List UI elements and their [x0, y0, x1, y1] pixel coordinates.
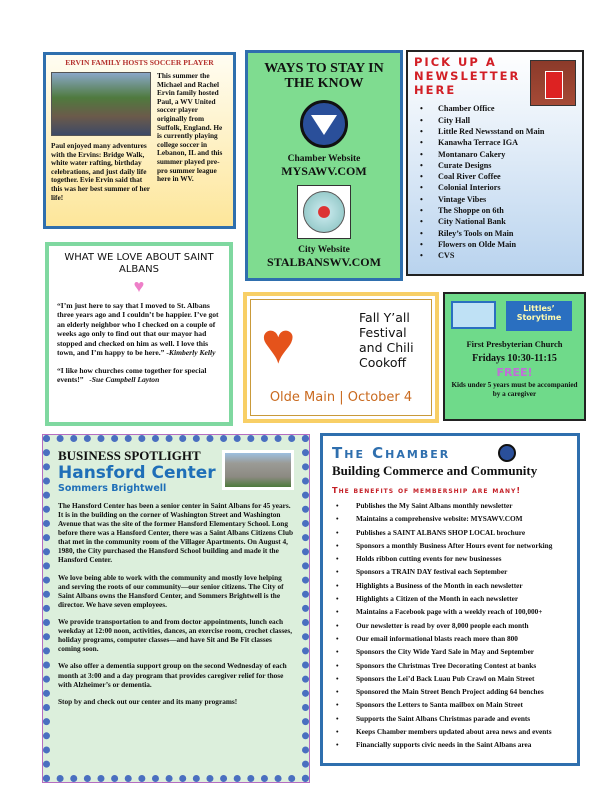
spotlight-paragraph: We love being able to work with the community and mostly love helping and serving the roots of our community—our senior citizens. The City of Saint Albans owns the Hansford Center, and Sommers Brightwell is the director. We have seven employees.	[58, 572, 284, 609]
pickup-location: • Coal River Coffee	[414, 171, 576, 182]
family-photo	[51, 72, 151, 136]
city-url-link[interactable]: STALBANSWV.COM	[267, 254, 381, 269]
benefit-item: • Sponsors the City Wide Yard Sale in May and September	[332, 645, 568, 658]
spotlight-kicker: BUSINESS SPOTLIGHT	[58, 448, 201, 463]
ervin-left-text: Paul enjoyed many adventures with the Ervins: Bridge Walk, white water rafting, birthday celebrations, and just daily life together. Evie Ervin said that this was her best summer of her life!	[51, 140, 150, 202]
fall-festival-box	[243, 292, 439, 423]
pickup-location: • Colonial Interiors	[414, 182, 576, 193]
benefit-item: • Sponsors a TRAIN DAY festival each September	[332, 565, 568, 578]
pickup-location: • City National Bank	[414, 216, 576, 227]
storytime-free: FREE!	[496, 366, 533, 379]
storytime-church: First Presbyterian Church	[466, 339, 563, 349]
pickup-location: • Kanawha Terrace IGA	[414, 137, 576, 148]
love-title: WHAT WE LOVE ABOUT SAINT ALBANS	[64, 252, 214, 275]
pickup-location: • Riley’s Tools on Main	[414, 228, 576, 239]
pickup-location: • Little Red Newsstand on Main	[414, 126, 576, 137]
festival-date: Olde Main | October 4	[269, 390, 413, 405]
spotlight-paragraph: We also offer a dementia support group on the second Wednesday of each month at 3:00 and a day program that provides caregiver relief for those with Alzheimer’s or dementia.	[58, 661, 287, 689]
festival-title: Fall Y’all Festival and Chili Cookoff	[359, 310, 414, 370]
pickup-location: • Vintage Vibes	[414, 194, 576, 205]
ways-title: WAYS TO STAY IN THE KNOW	[264, 61, 384, 92]
pickup-location: • The Shoppe on 6th	[414, 205, 576, 216]
benefits-heading: The benefits of membership are many!	[332, 485, 522, 495]
chamber-subtitle: Building Commerce and Community	[332, 463, 538, 478]
storytime-banner: Littles’ Storytime	[506, 301, 572, 331]
storytime-box	[443, 292, 586, 421]
hansford-photo	[222, 450, 294, 490]
chamber-title: The Chamber	[332, 444, 451, 462]
pickup-location: • Chamber Office	[414, 103, 576, 114]
storytime-note: Kids under 5 years must be accompanied by a caregiver	[451, 381, 578, 398]
pickup-location: • Flowers on Olde Main	[414, 239, 576, 250]
pickup-title: PICK UP A NEWSLETTER HERE	[414, 55, 521, 97]
ervin-title: ERVIN FAMILY HOSTS SOCCER PLAYER	[65, 58, 214, 67]
benefit-item: • Maintains a Facebook page with a weekly reach of 100,000+	[332, 605, 568, 618]
heart-icon: ♥	[133, 276, 145, 296]
spotlight-paragraph: Stop by and check out our center and its many programs!	[58, 696, 238, 706]
pickup-location: • City Hall	[414, 115, 576, 126]
chamber-label: Chamber Website	[287, 153, 361, 164]
pickup-list	[414, 103, 576, 261]
benefit-item: • Keeps Chamber members updated about area news and events	[332, 725, 568, 738]
ervin-right-text: This summer the Michael and Rachel Ervin family hosted Paul, a WV United soccer player originally from Suffolk, England. He is currently playing college soccer in Lebanon, IL and this summer played pre-pro summer league here in WV.	[157, 70, 223, 184]
ways-to-stay-box	[245, 50, 403, 281]
chamber-url-link[interactable]: MYSAWV.COM	[281, 163, 367, 178]
love-box	[45, 242, 233, 426]
spotlight-paragraph: We provide transportation to and from doctor appointments, lunch each weekday at 12:00 noon, activities, dances, an exercise room, crochet classes, holiday programs, computer classes—and have Sit and Be Fit classes coming soon.	[58, 617, 293, 654]
business-person: Sommers Brightwell	[58, 482, 167, 494]
city-label: City Website	[298, 244, 350, 255]
benefit-item: • Publishes a SAINT ALBANS SHOP LOCAL brochure	[332, 526, 568, 539]
benefit-item: • Maintains a comprehensive website: MYSAWV.COM	[332, 512, 568, 525]
pickup-box	[406, 50, 584, 276]
business-name: Hansford Center	[58, 463, 216, 484]
quote-1-author: -Kimberly Kelly	[166, 348, 216, 358]
benefit-item: • Publishes the My Saint Albans monthly newsletter	[332, 499, 568, 512]
benefit-item: • Our email informational blasts reach more than 800	[332, 632, 568, 645]
quote-2: “I like how churches come together for special events!”	[57, 365, 207, 385]
benefit-item: • Financially supports civic needs in the Saint Albans area	[332, 738, 568, 751]
storytime-time: Fridays 10:30-11:15	[472, 353, 557, 364]
benefit-item: • Sponsored the Main Street Bench Project adding 64 benches	[332, 685, 568, 698]
benefit-item: • Our newsletter is read by over 8,000 people each month	[332, 619, 568, 632]
benefit-item: • Sponsors the Lei’d Back Luau Pub Crawl on Main Street	[332, 672, 568, 685]
benefit-item: • Highlights a Citizen of the Month in each newsletter	[332, 592, 568, 605]
pickup-location: • Montanaro Cakery	[414, 149, 576, 160]
spotlight-paragraph: The Hansford Center has been a senior center in Saint Albans for 45 years. It is in the building on the corner of Washington Street and Washington Avenue that was the site of the former Hansford Elementary School. Long before there was a Hansford Center, there was a Saint Albans Citizens Club that met in the community room of the Villager Apartments. On August 4, 1980, the City purchased the Hansford School building and made it the Hansford Center.	[58, 500, 294, 565]
quote-2-author: -Sue Campbell Layton	[89, 375, 160, 385]
benefits-list	[332, 499, 568, 752]
benefit-item: • Supports the Saint Albans Christmas parade and events	[332, 712, 568, 725]
benefit-item: • Sponsors the Christmas Tree Decorating Contest at banks	[332, 659, 568, 672]
quote-1: “I’m just here to say that I moved to St. Albans three years ago and I couldn’t be happier. I’ve got an elderly neighbor who I checked on a couple of weeks ago only to find out that our mayor had stopped and checked on him as well. I love this town, and I’m happy to be here.”	[57, 301, 219, 358]
benefit-item: • Holds ribbon cutting events for new businesses	[332, 552, 568, 565]
leaf-heart-icon: ♥	[261, 311, 296, 376]
business-spotlight	[43, 435, 309, 782]
city-seal-icon	[297, 185, 351, 239]
benefit-item: • Sponsors the Letters to Santa mailbox on Main Street	[332, 698, 568, 711]
benefit-item: • Highlights a Business of the Month in each newsletter	[332, 579, 568, 592]
chamber-box	[320, 433, 580, 766]
chamber-seal-icon	[300, 100, 348, 148]
storybook-icon	[451, 301, 496, 329]
chamber-logo-icon	[498, 444, 516, 462]
pickup-location: • Curate Designs	[414, 160, 576, 171]
newsstand-photo	[530, 60, 576, 106]
benefit-item: • Sponsors a monthly Business After Hours event for networking	[332, 539, 568, 552]
pickup-location: • CVS	[414, 250, 576, 261]
ervin-article	[43, 52, 236, 229]
